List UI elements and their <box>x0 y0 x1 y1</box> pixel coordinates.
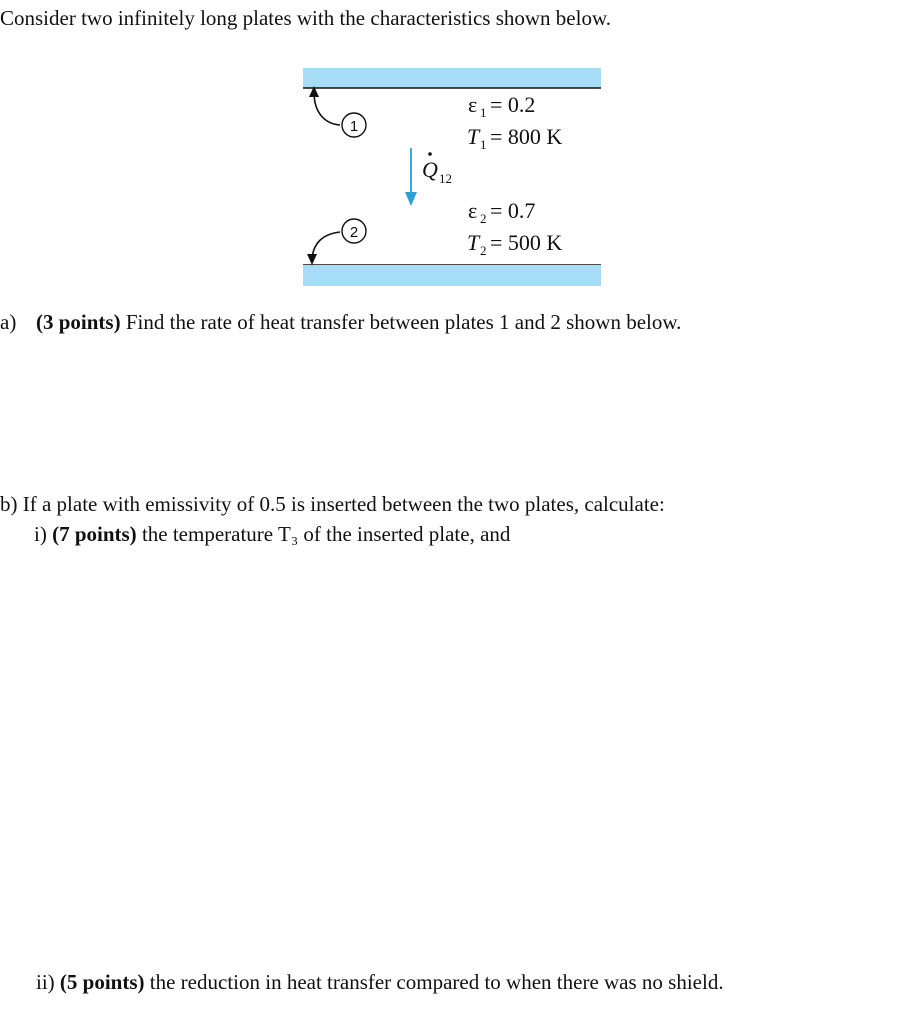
question-b-i <box>34 524 510 545</box>
heat-rate-subscript: 12 <box>439 171 452 186</box>
question-a <box>0 312 681 333</box>
heat-rate-symbol: Q <box>422 157 438 182</box>
question-a-label: a) <box>0 310 17 334</box>
eps1-value: = 0.2 <box>490 92 536 117</box>
question-a-points: (3 points) <box>36 310 121 334</box>
eps1-subscript: 1 <box>480 105 487 120</box>
t2-value: = 500 K <box>490 230 563 255</box>
question-b-i-label: i) <box>34 522 53 546</box>
eps2-symbol: ε <box>468 198 478 223</box>
question-b-text: If a plate with emissivity of 0.5 is inserted between the two plates, calculate: <box>22 492 665 516</box>
two-plates-figure <box>300 66 610 291</box>
question-b-ii-label: ii) <box>36 970 60 994</box>
plate-2-arrowhead <box>307 254 317 265</box>
question-b-ii-points: (5 points) <box>59 970 145 994</box>
plate-2-number: 2 <box>349 224 359 241</box>
heat-flow-arrowhead <box>405 192 417 206</box>
question-b-label: b) <box>0 492 23 516</box>
t1-value: = 800 K <box>490 124 563 149</box>
eps1-symbol: ε <box>468 92 478 117</box>
question-b-i-points: (7 points) <box>52 522 137 546</box>
intro-text: Consider two infinitely long plates with the characteristics shown below. <box>0 6 612 30</box>
eps2-value: = 0.7 <box>490 198 536 223</box>
t2-subscript: 2 <box>480 243 487 258</box>
plate-1-surface <box>303 68 601 88</box>
question-b-ii <box>36 972 724 993</box>
eps2-subscript: 2 <box>480 211 487 226</box>
question-b-ii-text: the reduction in heat transfer compared to when there was no shield. <box>144 970 724 994</box>
question-b <box>0 494 665 515</box>
t2-symbol: T <box>467 230 480 255</box>
question-b-i-text: the temperature T₃ of the inserted plate, and <box>136 522 511 546</box>
t1-subscript: 1 <box>480 137 487 152</box>
heat-rate-dot <box>428 152 432 156</box>
t1-symbol: T <box>467 124 480 149</box>
plate-2-surface <box>303 265 601 286</box>
plate-1-number: 1 <box>349 118 359 135</box>
question-a-text: Find the rate of heat transfer between plates 1 and 2 shown below. <box>120 310 682 334</box>
